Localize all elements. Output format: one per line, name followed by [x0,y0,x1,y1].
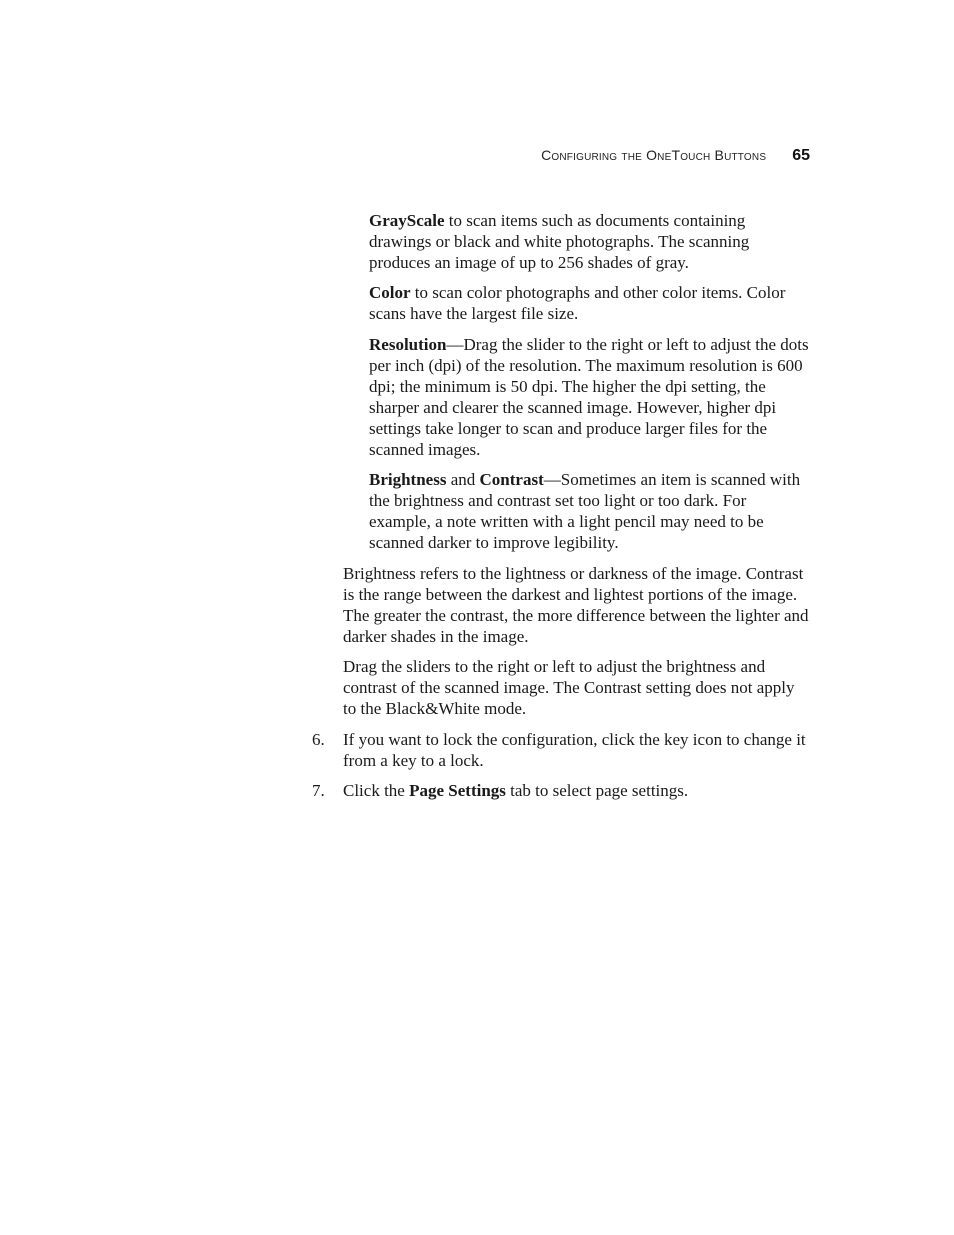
brightness-contrast-option [369,469,811,553]
running-header [430,147,810,171]
resolution-description: —Drag the slider to the right or left to adjust the dots per inch (dpi) of the resolution. The maximum resolution is 600 dpi; the minimum is 50 dpi. The higher the dpi setting, the sharper and clearer the scanned image. However, higher dpi settings take longer to scan and produce larger files for the scanned images. [369,335,809,459]
resolution-option [369,334,811,460]
color-term: Color [369,283,411,302]
resolution-term: Resolution [369,335,447,354]
step-number: 7. [312,781,325,800]
step-number: 6. [312,730,325,749]
grayscale-description: to scan items such as documents containing drawings or black and white photographs. The scanning produces an image of up to 256 shades of gray. [369,211,750,272]
slider-instruction-paragraph: Drag the sliders to the right or left to adjust the brightness and contrast of the scanned image. The Contrast setting does not apply to the Black&White mode. [343,657,795,718]
contrast-term: Contrast [479,470,544,489]
brightness-term: Brightness [369,470,447,489]
page-settings-term: Page Settings [409,781,506,800]
page-number: 65 [792,147,810,164]
grayscale-option [369,210,811,273]
brightness-explanation-paragraph: Brightness refers to the lightness or darkness of the image. Contrast is the range between the darkest and lightest portions of the image. The greater the contrast, the more difference between the lighter and darker shades in the image. [343,564,809,646]
step-6 [312,729,812,771]
header-title: Configuring the OneTouch Buttons [541,147,767,163]
step-prefix: Click the [343,781,410,800]
grayscale-term: GrayScale [369,211,445,230]
step-suffix: tab to select page settings. [505,781,689,800]
step-7 [312,780,812,801]
term-joiner: and [446,470,480,489]
color-option [369,282,811,324]
step-text: If you want to lock the configuration, click the key icon to change it from a key to a lock. [343,730,806,770]
step-text [343,780,812,801]
brightness-contrast-description: —Sometimes an item is scanned with the brightness and contrast set too light or too dark. For example, a note written with a light pencil may need to be scanned darker to improve legibility. [369,470,801,552]
color-description: to scan color photographs and other color items. Color scans have the largest file size. [369,283,786,323]
